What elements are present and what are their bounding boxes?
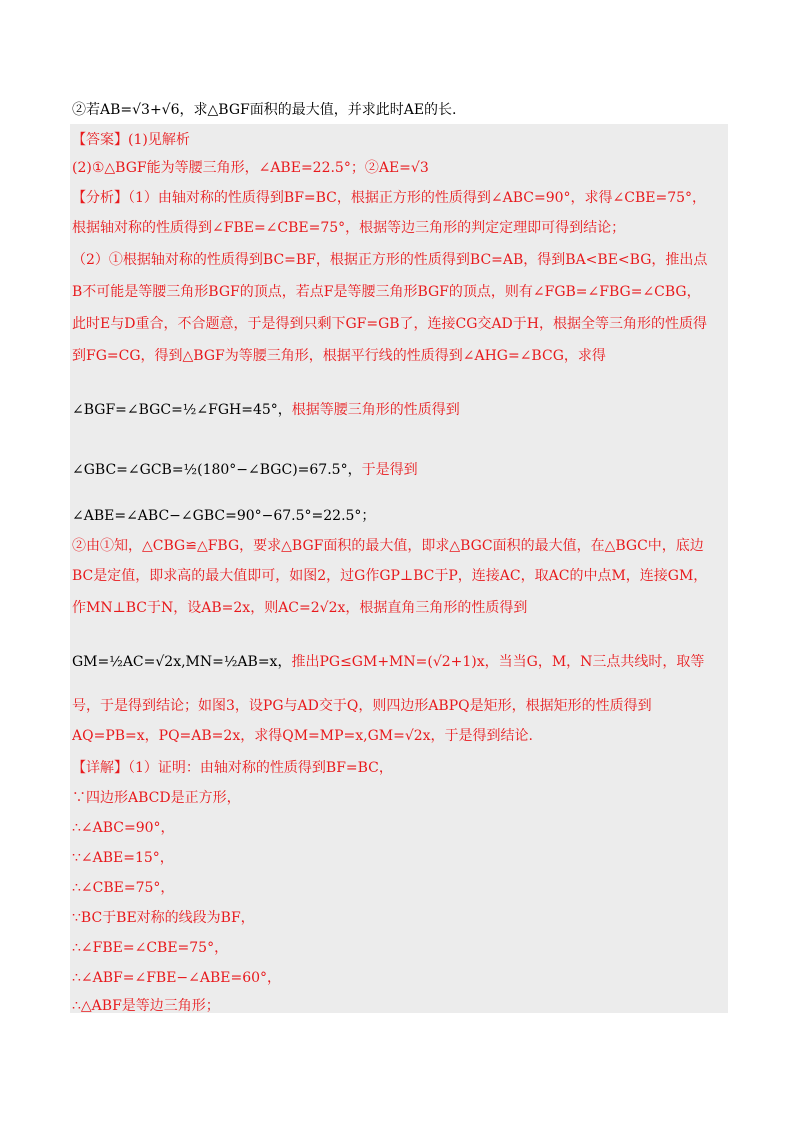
analysis-line-4: B不可能是等腰三角形BGF的顶点，若点F是等腰三角形BGF的顶点，则有∠FGB=∠FBG=∠CBG， [72, 284, 701, 300]
analysis-line-3: （2）①根据轴对称的性质得到BC=BF，根据正方形的性质得到BC=AB，得到BA<BE<BG，推出点 [72, 252, 708, 268]
analysis-line-5: 此时E与D重合，不合题意，于是得到只剩下GF=GB了，连接CG交AD于H，根据全等三角形的性质得 [72, 316, 707, 332]
answer-heading: 【答案】(1)见解析 [72, 132, 190, 148]
analysis-formula-3: ∠ABE=∠ABC−∠GBC=90°−67.5°=22.5°； [72, 508, 376, 524]
analysis-line-10: 号，于是得到结论；如图3，设PG与AD交于Q，则四边形ABPQ是矩形，根据矩形的性质得到 [72, 698, 652, 714]
detail-line-8: ∴△ABF是等边三角形； [72, 998, 220, 1014]
detail-line-7: ∴∠ABF=∠FBE−∠ABE=60°， [72, 970, 282, 986]
answer-part-2: (2)①△BGF能为等腰三角形，∠ABE=22.5°；②AE=√3 [72, 160, 429, 176]
analysis-formula-2: ∠GBC=∠GCB=½(180°−∠BGC)=67.5°，于是得到 [72, 462, 418, 478]
detail-line-6: ∴∠FBE=∠CBE=75°， [72, 940, 229, 956]
analysis-line-9: 作MN⊥BC于N，设AB=2x，则AC=2√2x，根据直角三角形的性质得到 [72, 600, 528, 616]
detail-line-5: ∵BC于BE对称的线段为BF， [72, 910, 255, 926]
detail-line-3: ∵∠ABE=15°， [72, 850, 174, 866]
detail-line-1: ∵四边形ABCD是正方形， [72, 790, 241, 806]
analysis-line-1: 【分析】（1）由轴对称的性质得到BF=BC，根据正方形的性质得到∠ABC=90°，求得∠CBE=75°， [72, 190, 707, 206]
detail-line-4: ∴∠CBE=75°， [72, 880, 175, 896]
analysis-formula-1: ∠BGF=∠BGC=½∠FGH=45°，根据等腰三角形的性质得到 [72, 402, 460, 418]
detail-line-2: ∴∠ABC=90°， [72, 820, 175, 836]
analysis-line-8: BC是定值，即求高的最大值即可，如图2，过G作GP⊥BC于P，连接AC，取AC的中点M，连接GM， [72, 568, 708, 584]
detail-heading: 【详解】（1）证明：由轴对称的性质得到BF=BC， [72, 760, 393, 776]
analysis-line-7: ②由①知，△CBG≌△FBG，要求△BGF面积的最大值，即求△BGC面积的最大值，在△BGC中，底边 [72, 538, 704, 554]
analysis-formula-4: GM=½AC=√2x,MN=½AB=x，推出PG≤GM+MN=(√2+1)x，当当G，M，N三点共线时，取等 [72, 654, 705, 670]
question-part-2: ②若AB=√3+√6，求△BGF面积的最大值，并求此时AE的长. [72, 102, 457, 118]
analysis-line-6: 到FG=CG，得到△BGF为等腰三角形，根据平行线的性质得到∠AHG=∠BCG，求得 [72, 348, 606, 364]
analysis-line-11: AQ=PB=x，PQ=AB=2x，求得QM=MP=x,GM=√2x，于是得到结论. [72, 728, 534, 744]
analysis-line-2: 根据轴对称的性质得到∠FBE=∠CBE=75°，根据等边三角形的判定定理即可得到结论； [72, 220, 626, 236]
